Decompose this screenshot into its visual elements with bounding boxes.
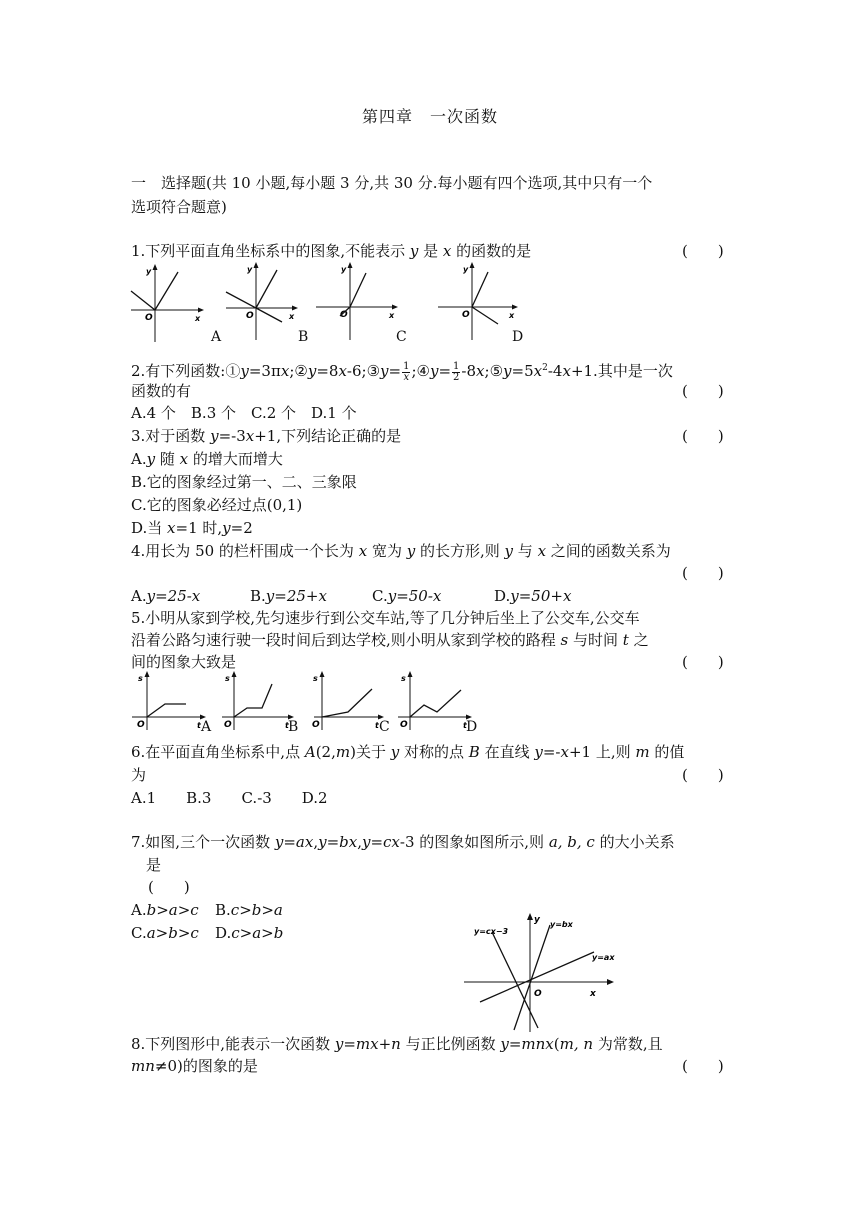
q2-options: A.4 个 B.3 个 C.2 个 D.1 个 — [131, 404, 357, 422]
q4-option-b: B.y=25+x — [250, 587, 327, 605]
q7-answer-paren: ( ) — [148, 878, 190, 896]
q2-fraction-1-over-x: $\frac{1}{x}$ — [403, 360, 410, 383]
q5-graph-d-x-label: t — [463, 721, 467, 730]
q5-graph-a-y-axis-arrow — [145, 671, 150, 677]
q6-stem-line2: 为 — [131, 766, 147, 784]
q1-graph-b-x-label: x — [289, 312, 295, 321]
q1-stem: 1.下列平面直角坐标系中的图象,不能表示 y 是 x 的函数的是 — [131, 242, 532, 260]
q1-option-label-a: A — [211, 329, 222, 345]
section-heading-line1: 一 选择题(共 10 小题,每小题 3 分,共 30 分.每小题有四个选项,其中只有一个 — [131, 174, 653, 192]
q3-answer-paren: ( ) — [682, 427, 724, 445]
q3-stem: 3.对于函数 y=-3x+1,下列结论正确的是 — [131, 427, 402, 445]
q7-label-cx: y=cx−3 — [474, 927, 509, 936]
q7-option-d: D.c>a>b — [215, 924, 284, 942]
q5-graph-b-y-axis-arrow — [232, 671, 237, 677]
q7-label-x: x — [590, 989, 596, 999]
section-heading-line2: 选项符合题意) — [131, 198, 227, 216]
q1-graph-a-y-label: y — [146, 267, 152, 276]
q1-graph-c-y-label: y — [341, 265, 347, 274]
q7-label-bx: y=bx — [550, 920, 573, 929]
q5-graph-a-x-label: t — [197, 721, 201, 730]
q7-option-c: C.a>b>c — [131, 924, 199, 942]
q7-stem: 7.如图,三个一次函数 y=ax,y=bx,y=cx-3 的图象如图所示,则 a, b, c 的大小关系 — [131, 833, 675, 851]
q1-graph-d-origin-label: O — [462, 310, 470, 320]
q4-option-a: A.y=25-x — [131, 587, 201, 605]
q2-stem: 2.有下列函数:①y=3πx;②y=8x-6;③y= $\frac{1}{x}$ ;④y= $\frac{1}{2}$ $-8x;⑤y=5x^2-4x+1$.其中是一次 — [131, 360, 673, 383]
q5-graph-c-y-label: s — [313, 674, 318, 683]
q7-y-axis-arrow — [527, 913, 533, 920]
q5-answer-paren: ( ) — [682, 653, 724, 671]
q5-graph-a-y-label: s — [138, 674, 143, 683]
q8-stem-line2: mn≠0)的图象的是 — [131, 1057, 258, 1075]
q8-answer-paren: ( ) — [682, 1057, 724, 1075]
q5-graph-c-origin-label: O — [312, 720, 320, 730]
q3-option-b: B.它的图象经过第一、二、三象限 — [131, 473, 357, 491]
q7-label-origin: O — [534, 989, 542, 999]
q2-stem-line2: 函数的有 — [131, 382, 192, 400]
q5-graph-c-x-label: t — [375, 721, 379, 730]
q5-graph-b-x-label: t — [285, 721, 289, 730]
q1-graph-b-origin-label: O — [246, 311, 254, 321]
q5-stem-line2: 沿着公路匀速行驶一段时间后到达学校,则小明从家到学校的路程 s 与时间 t 之 — [131, 631, 649, 649]
q5-option-label-d: D — [466, 719, 478, 735]
q5-graph-d-origin-label: O — [400, 720, 408, 730]
q6-options: A.1 B.3 C.-3 D.2 — [131, 789, 328, 807]
q4-answer-paren: ( ) — [682, 564, 724, 582]
q1-option-label-c: C — [396, 329, 407, 345]
q7-figure — [462, 910, 662, 1035]
q7-option-a: A.b>a>c — [131, 901, 199, 919]
q7-label-y: y — [534, 915, 540, 925]
q6-answer-paren: ( ) — [682, 766, 724, 784]
q4-stem: 4.用长为 50 的栏杆围成一个长为 x 宽为 y 的长方形,则 y 与 x 之间的函数关系为 — [131, 542, 671, 560]
q5-graph-d-y-axis-arrow — [408, 671, 413, 677]
q7-stem-line2: 是 — [146, 856, 162, 874]
q6-stem: 6.在平面直角坐标系中,点 A(2,m)关于 y 对称的点 B 在直线 y=-x+1 上,则 m 的值 — [131, 743, 685, 761]
q1-graph-a-origin-label: O — [145, 313, 153, 323]
q4-option-c: C.y=50-x — [372, 587, 442, 605]
q4-option-d: D.y=50+x — [494, 587, 572, 605]
q1-graph-c-origin-label: O — [340, 310, 348, 320]
q3-option-c: C.它的图象必经过点(0,1) — [131, 496, 303, 514]
q8-stem: 8.下列图形中,能表示一次函数 y=mx+n 与正比例函数 y=mnx(m, n 为常数,且 — [131, 1035, 663, 1053]
q5-option-label-a: A — [201, 719, 212, 735]
q5-graph-a-origin-label: O — [137, 720, 145, 730]
q1-graph-a-x-label: x — [195, 314, 201, 323]
q7-label-ax: y=ax — [592, 953, 615, 962]
q1-graph-d-x-label: x — [509, 311, 515, 320]
q5-option-label-c: C — [379, 719, 390, 735]
q7-option-b: B.c>b>a — [215, 901, 283, 919]
q5-graph-a-curve — [147, 704, 186, 717]
q1-graph-c-x-label: x — [389, 311, 395, 320]
q5-graph-c-curve — [322, 689, 372, 717]
q5-graph-b-curve — [234, 684, 272, 717]
q7-x-axis-arrow — [607, 979, 614, 985]
q1-option-label-b: B — [298, 329, 309, 345]
q1-graph-b-y-label: y — [247, 265, 253, 274]
q5-stem-line1: 5.小明从家到学校,先匀速步行到公交车站,等了几分钟后坐上了公交车,公交车 — [131, 609, 640, 627]
page-title: 第四章 一次函数 — [361, 107, 498, 126]
q1-graph-d-y-label: y — [463, 265, 469, 274]
q1-option-label-d: D — [512, 329, 524, 345]
q5-graph-b-y-label: s — [225, 674, 230, 683]
q5-option-label-b: B — [288, 719, 299, 735]
q5-graph-d-curve — [410, 690, 461, 717]
q5-stem-line3: 间的图象大致是 — [131, 653, 237, 671]
q5-graph-d-y-label: s — [401, 674, 406, 683]
q3-option-a: A.y 随 x 的增大而增大 — [131, 450, 283, 468]
q5-graph-c-y-axis-arrow — [320, 671, 325, 677]
q3-option-d: D.当 x=1 时,y=2 — [131, 519, 253, 537]
q1-answer-paren: ( ) — [682, 242, 724, 260]
q5-graph-b-origin-label: O — [224, 720, 232, 730]
q2-answer-paren: ( ) — [682, 382, 724, 400]
q2-fraction-1-over-2: $\frac{1}{2}$ — [453, 360, 460, 383]
